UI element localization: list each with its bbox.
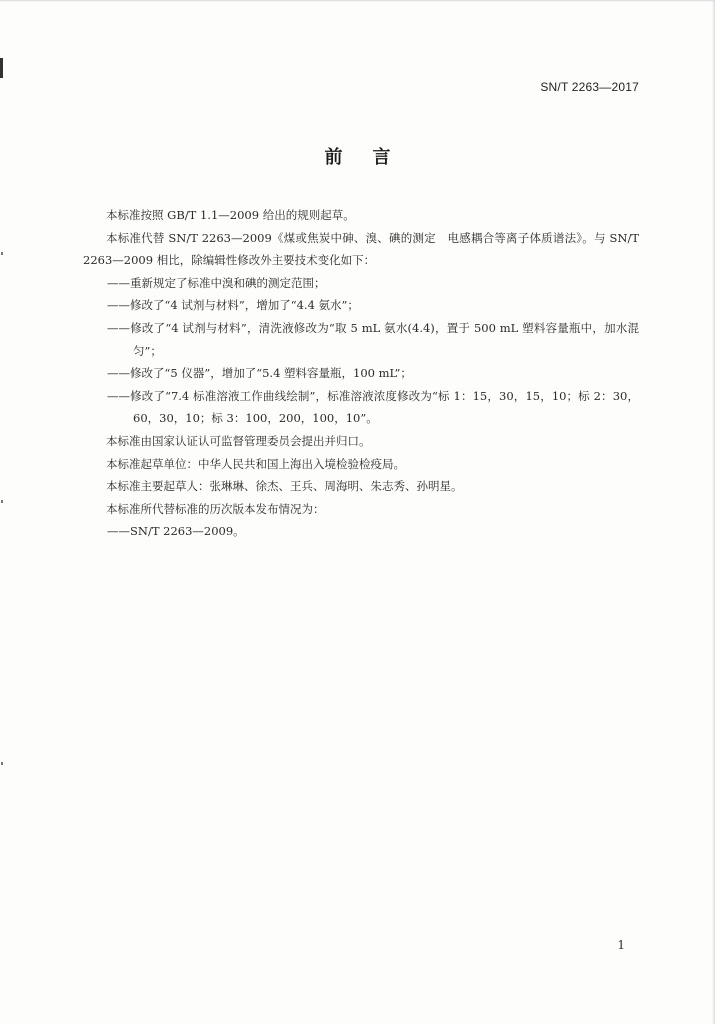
paragraph-drafting-unit: 本标准起草单位：中华人民共和国上海出入境检验检疫局。 <box>106 456 405 471</box>
history-item: ——SN/T 2263—2009。 <box>107 524 245 539</box>
paragraph-drafters: 本标准主要起草人：张琳琳、徐杰、王兵、周海明、朱志秀、孙明星。 <box>106 479 463 494</box>
page-title: 前言 <box>324 147 421 168</box>
paragraph-history-intro: 本标准所代替标准的历次版本发布情况为： <box>106 501 325 516</box>
paragraph-drafting-rules: 本标准按照 GB/T 1.1—2009 给出的规则起草。 <box>106 208 355 222</box>
page-number: 1 <box>617 938 625 952</box>
change-item: ——修改了“7.4 标准溶液工作曲线绘制”，标准溶液浓度修改为“标 1：15，30，15，10；标 2：30，60，30，10；标 3：100，200，100，10”。 <box>107 388 639 426</box>
paragraph-replacement: 本标准代替 SN/T 2263—2009《煤或焦炭中砷、溴、碘的测定 电感耦合等离子体质谱法》。与 SN/T 2263—2009 相比，除编辑性修改外主要技术变化如下： <box>83 230 639 268</box>
foreword-body <box>83 204 639 543</box>
paragraph-proposer: 本标准由国家认证认可监督管理委员会提出并归口。 <box>106 433 371 448</box>
scan-speck <box>1 252 3 255</box>
change-item: ——重新规定了标准中溴和碘的测定范围； <box>107 275 326 290</box>
scan-speck <box>1 500 3 503</box>
standard-code: SN/T 2263—2017 <box>540 80 639 94</box>
scan-binding-mark <box>0 58 3 78</box>
scan-speck <box>1 762 3 765</box>
change-item: ——修改了“5 仪器”，增加了“5.4 塑料容量瓶，100 mL”； <box>107 366 412 381</box>
scan-edge-top <box>0 0 715 2</box>
change-item: ——修改了“4 试剂与材料”，清洗液修改为“取 5 mL 氨水(4.4)，置于 500 mL 塑料容量瓶中，加水混匀”； <box>107 320 639 358</box>
change-item: ——修改了“4 试剂与材料”，增加了“4.4 氨水”； <box>107 298 359 313</box>
